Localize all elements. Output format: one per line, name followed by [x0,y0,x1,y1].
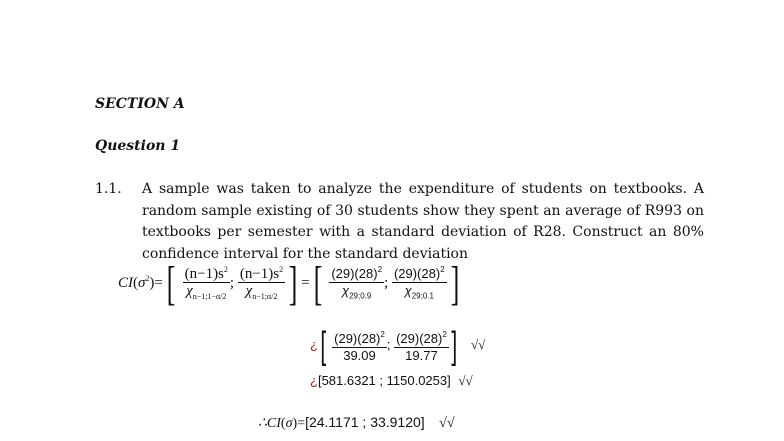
sep: ; [229,274,235,291]
sigma-symbol: σ [285,416,293,431]
sq-exp: 2 [377,265,383,275]
chi-subscript: 29;0.9 [349,291,372,301]
marks: √√ [470,336,486,352]
sd-interval: [24.1171 ; 33.9120] [305,414,425,430]
ci-label: ∴CI [258,416,281,431]
chi-symbol: χ [245,283,253,299]
sq-exp: 2 [223,265,228,274]
formula-fraction-1: $\frac{(n-1)s^2}{\chi_{n-1;1-\alpha/2}}$ [183,262,230,305]
sq-exp: 2 [279,265,284,274]
frac-num: (29)(28) [396,331,443,346]
two: 2 [273,292,278,301]
sq-exp: 2 [440,265,445,275]
frac-num: (29)(28) [331,266,378,282]
frac-num: (n−1)s [239,266,280,282]
chi-subscript: n−1; [252,292,267,301]
sigma-symbol: σ [138,274,146,291]
numeric-fraction-1 [332,327,387,364]
ci-label: CI [118,274,133,291]
numeric-fraction-2 [394,327,449,364]
chi-subscript: n−1;1− [192,292,216,301]
chi-symbol: χ [404,283,412,299]
sep: ; [384,274,389,291]
variance-interval: [581.6321 ; 1150.0253] [317,373,451,388]
sq-exp: 2 [442,330,447,339]
mark-char: ¿ [310,373,318,388]
frac-den: 39.09 [343,348,376,363]
alpha-symbol: α [266,292,272,301]
frac-den: 19.77 [405,348,438,363]
sd-result: ∴CI(σ)=[24.1171 ; 33.9120] √√ [258,414,455,431]
chi-symbol: χ [186,283,193,299]
question-text: A sample was taken to analyze the expenditure of students on textbooks. A random sample existing of 30 students show they spent an average of R993 on textbooks per semester with a standard deviation of R28. Construct an 80% confidence interval for the standard deviation [142,181,704,262]
sep: ; [386,336,391,352]
section-heading: SECTION A [95,96,185,112]
sq-exp: 2 [380,330,385,339]
substituted-fraction-1 [329,262,384,305]
frac-num: (29)(28) [334,331,381,346]
mark-char: ¿ [310,336,318,352]
two: 2 [222,292,227,301]
chi-symbol: χ [341,283,350,299]
alpha-symbol: α [215,292,221,301]
marks: √√ [439,416,455,431]
ci-formula-row: $CI(\sigma^2)=$[ $\frac{(n-1)s^2}{\chi_{n-1;1-\alpha/2}}$ ; $\frac{(n-1)s^2}{\chi_{n-1;\alpha/2}}$ ] =[ $\frac{(29)(28)^2}{\chi_{29;0.9}}$ ; $\frac{(29)(28)^2}{\chi_{29;0.1}}$ ] [118,256,460,310]
question-heading: Question 1 [95,138,181,154]
substituted-fraction-2 [392,262,447,305]
marks: √√ [458,373,473,388]
item-number: 1.1. [95,181,122,197]
formula-fraction-2: $\frac{(n-1)s^2}{\chi_{n-1;\alpha/2}}$ [238,262,285,305]
variance-result [310,373,473,389]
numeric-row: ¿[ $\frac{(29)(28)^2}{39.09}$ ; $\frac{(29)(28)^2}{19.77}$ ] √√ [310,324,486,367]
chi-subscript: 29;0.1 [411,291,434,301]
sq-exp: 2 [145,273,150,283]
frac-num: (n−1)s [184,266,224,282]
frac-num: (29)(28) [393,266,441,282]
